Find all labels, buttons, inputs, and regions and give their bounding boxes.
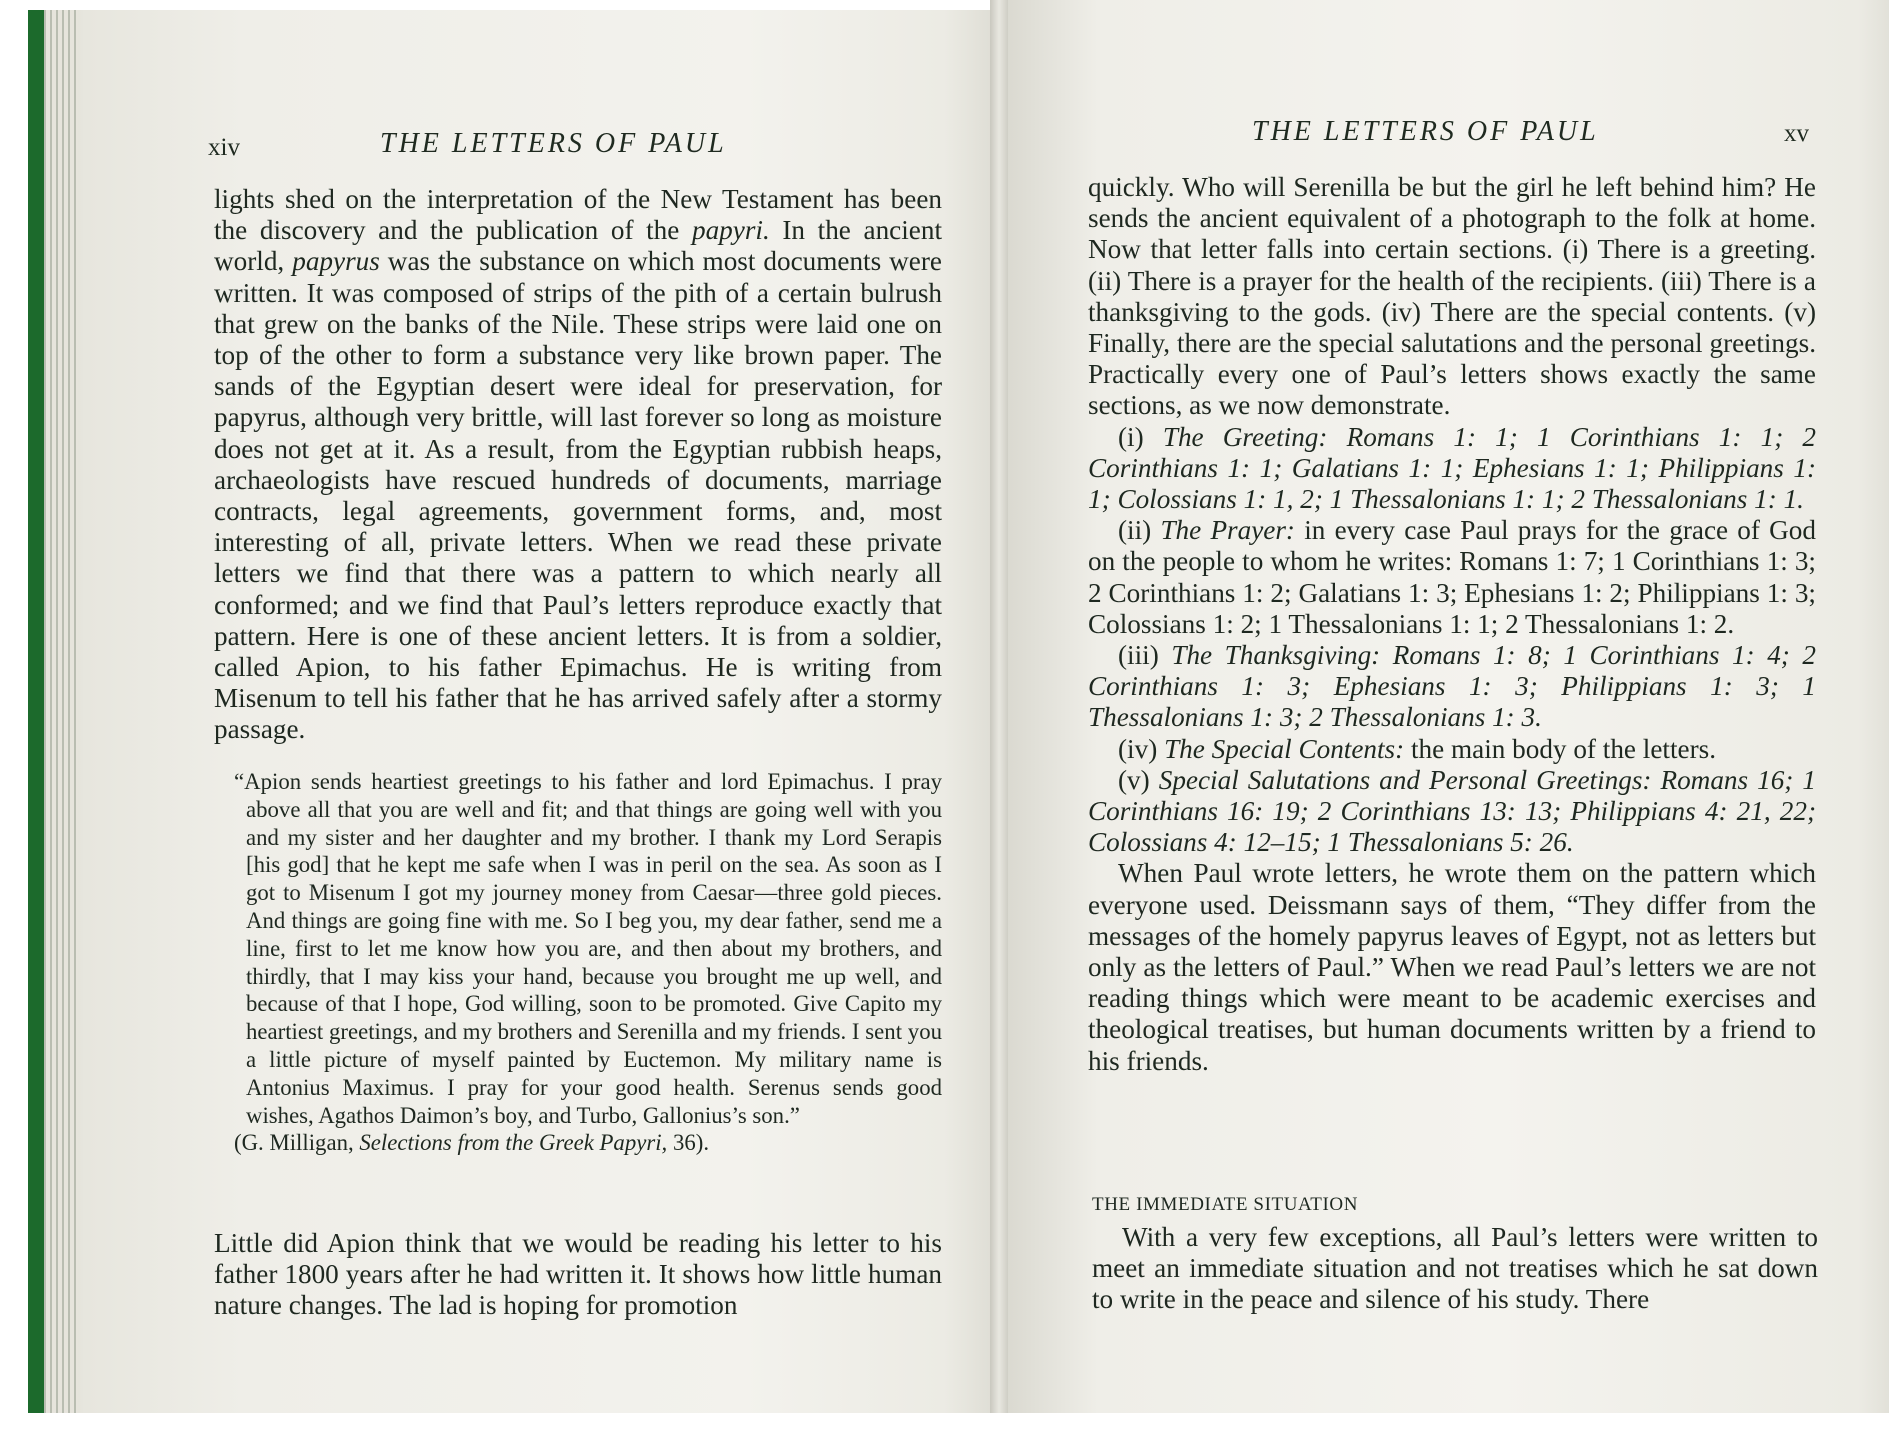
deissmann-paragraph: When Paul wrote letters, he wrote them on the pattern which everyone used. Deissmann says of them, “They differ from the messages of the homely papyrus leaves of Egypt, not as letters but only as the letters of Paul.” When we read Paul’s letters we are not reading things which were meant to be academic exercises and theological treatises, but human documents written by a friend to his friends.: [1088, 858, 1816, 1076]
apion-letter-quote: [234, 768, 942, 1157]
section-heading-immediate-situation: THE IMMEDIATE SITUATION: [1092, 1194, 1359, 1215]
left-running-head: THE LETTERS OF PAUL: [380, 128, 727, 159]
left-intro-paragraph: [214, 184, 942, 746]
intro-text-c: was the substance on which most documents were written. It was composed of strips of the pith of a certain bulrush that grew on the banks of the Nile. These strips were laid one on top of the other to form a substance very like brown paper. The sands of the Egyptian desert were ideal for preservation, for papyrus, although very brittle, will last forever so long as moisture does not get at it. As a result, from the Egyptian rubbish heaps, archaeologists have rescued hundreds of documents, marriage contracts, legal agreements, government forms, and, most interesting of all, private letters. When we read these private letters we find that there was a pattern to which nearly all conformed; and we find that Paul’s letters reproduce exactly that pattern. Here is one of these ancient letters. It is from a soldier, called Apion, to his father Epimachus. He is writing from Misenum to tell his father that he has arrived safely after a stormy passage.: [214, 246, 942, 745]
intro-text-b: In the ancient world,: [214, 215, 942, 277]
section-salutations: (v) Special Salutations and Personal Greetings: Romans 16; 1 Corinthians 16: 19; 2 Corinthians 13: 13; Philippians 4: 21, 22; Colossians 4: 12–15; 1 Thessalonians 5: 26.: [1088, 764, 1816, 858]
right-folio: xv: [1784, 120, 1809, 147]
right-body: [1088, 172, 1816, 1077]
intro-text-a: lights shed on the interpretation of the New Testament has been the discovery and the publication of the: [214, 184, 942, 246]
situation-paragraph: With a very few exceptions, all Paul’s letters were written to meet an immediate situation and not treatises which he sat down to write in the peace and silence of his study. There: [1092, 1222, 1818, 1315]
quote-citation: (G. Milligan, Selections from the Greek Papyri, 36).: [234, 1130, 710, 1156]
section-prayer: (ii) The Prayer: in every case Paul prays for the grace of God on the people to whom he writes: Romans 1: 7; 1 Corinthians 1: 3; 2 Corinthians 1: 2; Galatians 1: 3; Ephesians 1: 2; Philippians 1: 3; Colossians 1: 2; 1 Thessalonians 1: 1; 2 Thessalonians 1: 2.: [1088, 515, 1816, 639]
left-folio: xiv: [208, 134, 240, 161]
book-gutter: [990, 0, 1008, 1413]
papyri-term: papyri.: [691, 215, 770, 246]
papyrus-term: papyrus: [292, 246, 380, 277]
section-special-contents: (iv) The Special Contents: the main body of the letters.: [1118, 733, 1717, 764]
quote-text: “Apion sends heartiest greetings to his father and lord Epimachus. I pray above all that you are well and fit; and that things are going well with you and my sister and her daughter and my brother. I thank my Lord Serapis [his god] that he kept me safe when I was in peril on the sea. As soon as I got to Misenum I got my journey money from Caesar—three gold pieces. And things are going fine with me. So I beg you, my dear father, send me a line, first to let me know how you are, and then about my brothers, and thirdly, that I may kiss your hand, because you brought me up well, and because of that I hope, God willing, soon to be promoted. Give Capito my heartiest greetings, and my brothers and Serenilla and my friends. I sent you a little picture of myself painted by Euctemon. My military name is Antonius Maximus. I pray for your good health. Serenus sends good wishes, Agathos Daimon’s boy, and Turbo, Gallonius’s son.”: [234, 769, 942, 1128]
right-opening-paragraph: quickly. Who will Serenilla be but the girl he left behind him? He sends the ancient equivalent of a photograph to the folk at home. Now that letter falls into certain sections. (i) There is a greeting. (ii) There is a prayer for the health of the recipients. (iii) There is a thanksgiving to the gods. (iv) There are the special contents. (v) Finally, there are the special salutations and the personal greetings. Practically every one of Paul’s letters shows exactly the same sections, as we now demonstrate.: [1088, 172, 1816, 421]
section-thanksgiving: (iii) The Thanksgiving: Romans 1: 8; 1 Corinthians 1: 4; 2 Corinthians 1: 3; Ephesians 1: 3; Philippians 1: 3; 1 Thessalonians 1: 3; 2 Thessalonians 1: 3.: [1088, 640, 1816, 733]
right-running-head: THE LETTERS OF PAUL: [1252, 116, 1599, 147]
quote-citation-title: Selections from the Greek Papyri,: [359, 1130, 668, 1156]
left-closing-paragraph: Little did Apion think that we would be reading his letter to his father 1800 years after he had written it. It shows how little human nature changes. The lad is hoping for promotion: [214, 1228, 942, 1321]
section-greeting: (i) The Greeting: Romans 1: 1; 1 Corinthians 1: 1; 2 Corinthians 1: 1; Galatians 1: 1; Ephesians 1: 1; Philippians 1: 1; Colossians 1: 1, 2; 1 Thessalonians 1: 1; 2 Thessalonians 1: 1.: [1088, 421, 1816, 515]
